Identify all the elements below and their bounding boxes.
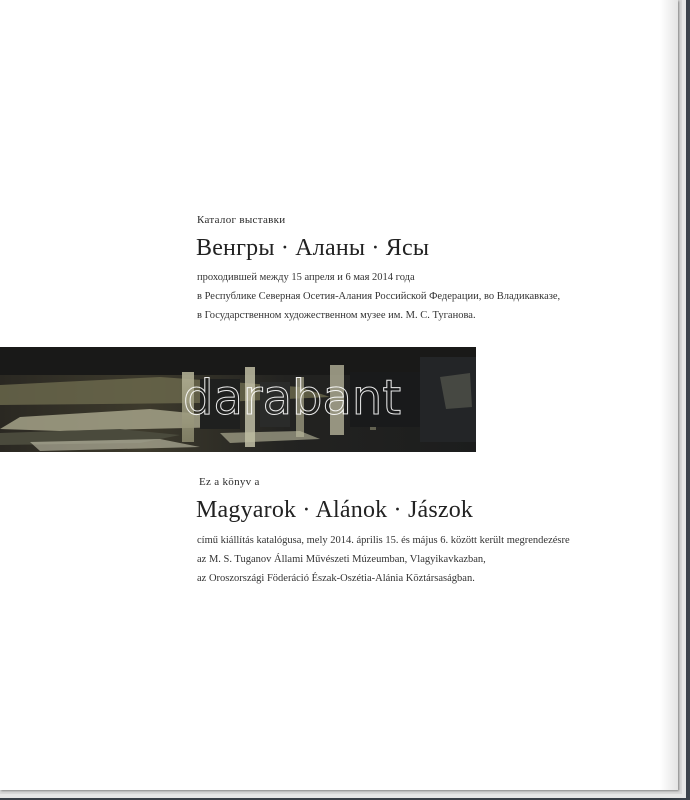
hungarian-label: Ez a könyv a xyxy=(199,476,260,488)
hungarian-title: Magyarok · Alánok · Jászok xyxy=(196,497,474,523)
watermark-text: darabant xyxy=(183,370,402,426)
russian-line-1: проходившей между 15 апреля и 6 мая 2014 года xyxy=(197,272,415,283)
page-curl-shadow xyxy=(660,0,678,790)
russian-line-3: в Государственном художественном музее им. М. С. Туганова. xyxy=(197,310,476,321)
hungarian-line-3: az Oroszországi Föderáció Észak-Oszétia-Alánia Köztársaságban. xyxy=(197,573,475,584)
russian-line-2: в Республике Северная Осетия-Алания Российской Федерации, во Владикавказе, xyxy=(197,291,561,302)
hungarian-line-2: az M. S. Tuganov Állami Művészeti Múzeumban, Vlagyikavkazban, xyxy=(197,554,486,565)
hungarian-line-1: című kiállítás katalógusa, mely 2014. április 15. és május 6. között került megrendezésre xyxy=(197,535,570,546)
russian-title: Венгры · Аланы · Ясы xyxy=(196,235,430,261)
russian-catalog-label: Каталог выставки xyxy=(197,214,286,226)
